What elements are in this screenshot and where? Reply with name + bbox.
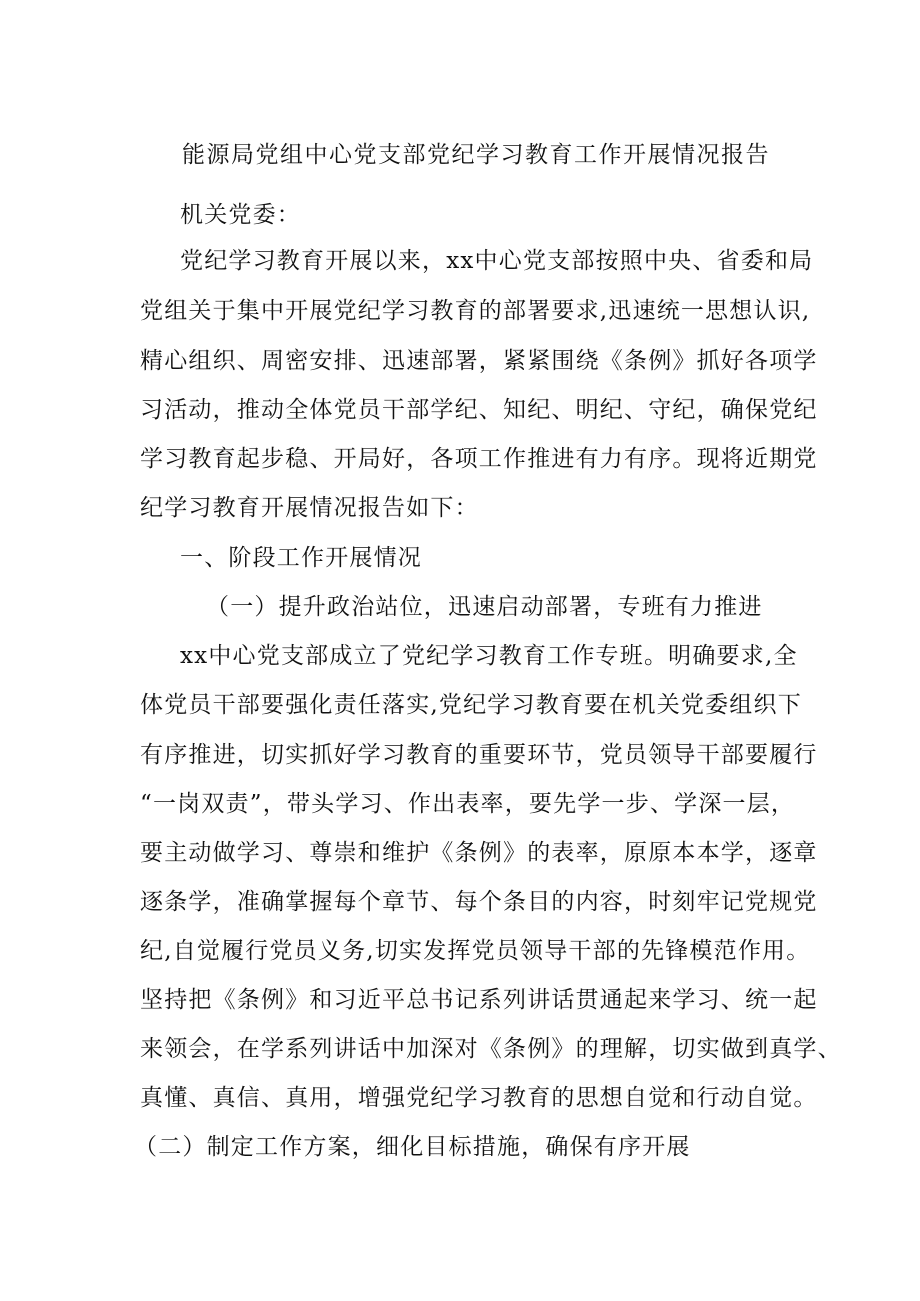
paragraph-line: 纪,自觉履行党员义务,切实发挥党员领导干部的先锋模范作用。 — [140, 938, 811, 964]
paragraph-line: xx中心党支部成立了党纪学习教育工作专班。明确要求,全 — [180, 643, 798, 669]
paragraph-line: “一岗双责”，带头学习、作出表率，要先学一步、学深一层， — [140, 791, 796, 817]
paragraph-line: 来领会，在学系列讲话中加深对《条例》的理解，切实做到真学、 — [140, 1036, 842, 1062]
paragraph-line: 有序推进，切实抓好学习教育的重要环节，党员领导干部要履行 — [140, 742, 818, 768]
paragraph-line: 坚持把《条例》和习近平总书记系列讲话贯通起来学习、统一起 — [140, 987, 818, 1013]
document-title: 能源局党组中心党支部党纪学习教育工作开展情况报告 — [182, 142, 770, 168]
paragraph-line: 逐条学，准确掌握每个章节、每个条目的内容，时刻牢记党规党 — [140, 889, 818, 915]
addressee: 机关党委： — [180, 202, 301, 228]
paragraph-line: 要主动做学习、尊崇和维护《条例》的表率，原原本本学，逐章 — [140, 840, 818, 866]
paragraph-line: 习活动，推动全体党员干部学纪、知纪、明纪、守纪，确保党纪 — [140, 397, 818, 423]
paragraph-line: 精心组织、周密安排、迅速部署，紧紧围绕《条例》抓好各项学 — [140, 348, 818, 374]
subsection-heading: （二）制定工作方案，细化目标措施，确保有序开展 — [134, 1134, 691, 1160]
paragraph-line: 体党员干部要强化责任落实,党纪学习教育要在机关党委组织下 — [140, 692, 802, 718]
paragraph-line: 学习教育起步稳、开局好，各项工作推进有力有序。现将近期党 — [140, 446, 818, 472]
paragraph-line: 党纪学习教育开展以来，xx中心党支部按照中央、省委和局 — [180, 248, 814, 274]
paragraph-line: 纪学习教育开展情况报告如下： — [140, 495, 479, 521]
subsection-heading: （一）提升政治站位，迅速启动部署，专班有力推进 — [206, 594, 763, 620]
section-heading: 一、阶段工作开展情况 — [180, 545, 422, 571]
paragraph-line: 党组关于集中开展党纪学习教育的部署要求,迅速统一思想认识, — [140, 298, 811, 324]
paragraph-line: 真懂、真信、真用，增强党纪学习教育的思想自觉和行动自觉。 — [140, 1085, 818, 1111]
